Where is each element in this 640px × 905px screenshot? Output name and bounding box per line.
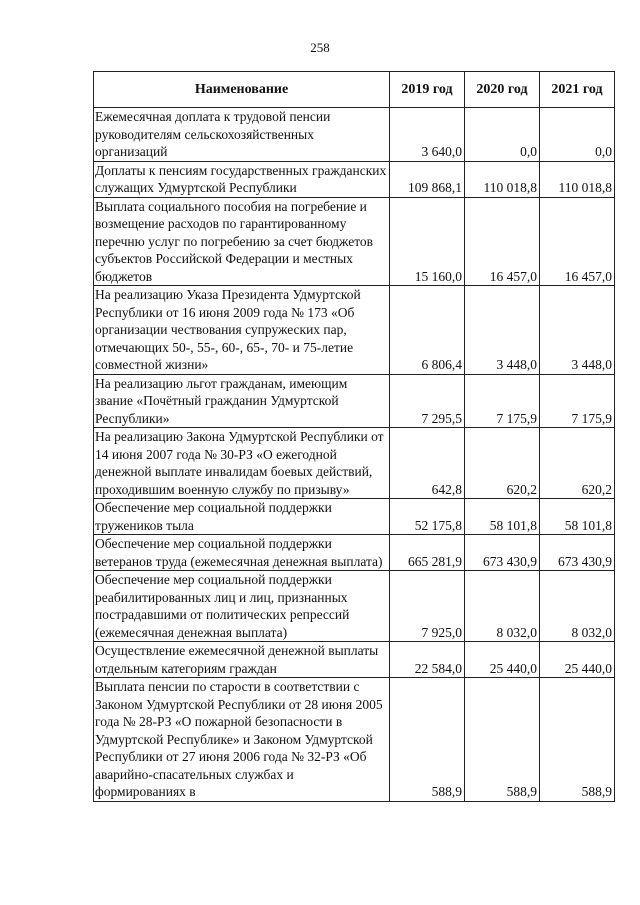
row-value-2020: 8 032,0 — [465, 571, 540, 642]
row-value-2020: 0,0 — [465, 108, 540, 162]
row-value-2021: 588,9 — [540, 678, 615, 802]
table-row — [94, 108, 615, 162]
row-value-2020: 7 175,9 — [465, 374, 540, 428]
table-row — [94, 678, 615, 802]
row-name: Осуществление ежемесячной денежной выплаты отдельным категориям граждан — [94, 642, 390, 678]
row-value-2019: 52 175,8 — [390, 499, 465, 535]
row-value-2021: 25 440,0 — [540, 642, 615, 678]
row-value-2021: 16 457,0 — [540, 197, 615, 286]
row-value-2020: 620,2 — [465, 428, 540, 499]
table-row — [94, 286, 615, 375]
table-row — [94, 571, 615, 642]
row-value-2021: 58 101,8 — [540, 499, 615, 535]
table-header-row — [94, 72, 615, 108]
table-row — [94, 161, 615, 197]
row-value-2019: 3 640,0 — [390, 108, 465, 162]
table-row — [94, 535, 615, 571]
row-value-2021: 620,2 — [540, 428, 615, 499]
row-value-2019: 15 160,0 — [390, 197, 465, 286]
header-2019: 2019 год — [390, 72, 465, 108]
row-value-2019: 7 295,5 — [390, 374, 465, 428]
row-name: На реализацию Указа Президента Удмуртской Республики от 16 июня 2009 года № 173 «Об организации чествования супружеских пар, отмечающих 50-, 55-, 60-, 65-, 70- и 75-летие совместной жизни» — [94, 286, 390, 375]
row-value-2021: 110 018,8 — [540, 161, 615, 197]
table-row — [94, 374, 615, 428]
header-2021: 2021 год — [540, 72, 615, 108]
row-value-2020: 16 457,0 — [465, 197, 540, 286]
header-name: Наименование — [94, 72, 390, 108]
table-row — [94, 197, 615, 286]
row-value-2019: 109 868,1 — [390, 161, 465, 197]
row-value-2020: 3 448,0 — [465, 286, 540, 375]
row-value-2021: 673 430,9 — [540, 535, 615, 571]
table-row — [94, 642, 615, 678]
row-value-2021: 0,0 — [540, 108, 615, 162]
row-value-2021: 3 448,0 — [540, 286, 615, 375]
page-number: 258 — [310, 40, 330, 55]
row-name: На реализацию льгот гражданам, имеющим звание «Почётный гражданин Удмуртской Республики» — [94, 374, 390, 428]
row-name: Обеспечение мер социальной поддержки тружеников тыла — [94, 499, 390, 535]
row-name: Выплата социального пособия на погребение и возмещение расходов по гарантированному перечню услуг по погребению за счет бюджетов субъектов Российской Федерации и местных бюджетов — [94, 197, 390, 286]
row-value-2019: 6 806,4 — [390, 286, 465, 375]
row-value-2019: 665 281,9 — [390, 535, 465, 571]
budget-table — [93, 71, 615, 802]
row-value-2019: 22 584,0 — [390, 642, 465, 678]
row-value-2019: 588,9 — [390, 678, 465, 802]
row-value-2020: 588,9 — [465, 678, 540, 802]
row-name: Ежемесячная доплата к трудовой пенсии руководителям сельскохозяйственных организаций — [94, 108, 390, 162]
row-value-2020: 58 101,8 — [465, 499, 540, 535]
table-row — [94, 428, 615, 499]
table-row — [94, 499, 615, 535]
row-name: Выплата пенсии по старости в соответствии с Законом Удмуртской Республики от 28 июня 2005 года № 28-РЗ «О пожарной безопасности в Удмуртской Республике» и Законом Удмуртской Республики от 27 июня 2006 года № 32-РЗ «Об аварийно-спасательных службах и формированиях в — [94, 678, 390, 802]
row-name: Доплаты к пенсиям государственных гражданских служащих Удмуртской Республики — [94, 161, 390, 197]
row-value-2020: 110 018,8 — [465, 161, 540, 197]
row-name: Обеспечение мер социальной поддержки реабилитированных лиц и лиц, признанных пострадавшими от политических репрессий (ежемесячная денежная выплата) — [94, 571, 390, 642]
row-value-2020: 673 430,9 — [465, 535, 540, 571]
row-value-2021: 7 175,9 — [540, 374, 615, 428]
row-value-2020: 25 440,0 — [465, 642, 540, 678]
header-2020: 2020 год — [465, 72, 540, 108]
row-name: Обеспечение мер социальной поддержки ветеранов труда (ежемесячная денежная выплата) — [94, 535, 390, 571]
row-value-2021: 8 032,0 — [540, 571, 615, 642]
row-name: На реализацию Закона Удмуртской Республики от 14 июня 2007 года № 30-РЗ «О ежегодной денежной выплате инвалидам боевых действий, проходившим военную службу по призыву» — [94, 428, 390, 499]
row-value-2019: 642,8 — [390, 428, 465, 499]
row-value-2019: 7 925,0 — [390, 571, 465, 642]
